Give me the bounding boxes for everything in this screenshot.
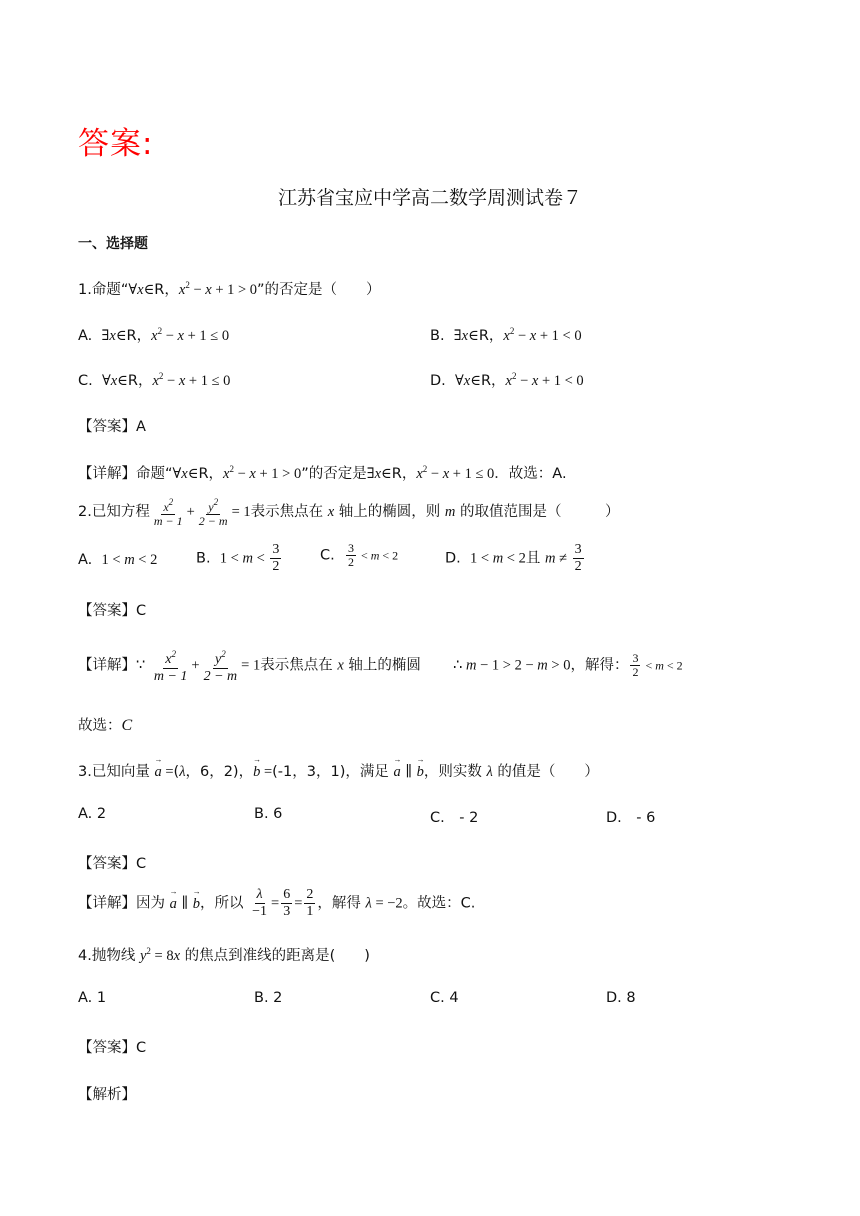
q4-option-b: B. 2 (254, 990, 283, 1006)
q3-option-d: D. - 6 (606, 810, 656, 826)
q2-detail: 【详解】∵ $\frac{x^2}{m - 1}$ + $\frac{y^2}{2 - m}$ = 1表示焦点在 x 轴上的椭圆 ∴ m − 1 > 2 − m > 0，解得： $\frac{3}{2}$ < m < 2 (78, 646, 683, 685)
q4-option-c: C. 4 (430, 990, 459, 1006)
q2-stem: 2.已知方程 $\frac{x^2}{m - 1}$ + $\frac{y^2}{2 - m}$ = 1表示焦点在 x 轴上的椭圆，则 m 的取值范围是（ ） (78, 497, 620, 528)
q1-detail: 【详解】命题“∀x∈R，$x^2 - x + 1 > 0$”的否定是∃x∈R，$x^2 - x + 1 \le 0$．故选：A. (78, 464, 567, 482)
q2-option-d: D. 1 < m < 2且 m ≠ $\frac{3}{2}$ (445, 542, 582, 574)
q3-answer: 【答案】C (78, 856, 147, 872)
q1-option-c: C. ∀x∈R，$x^2 - x + 1 \le 0$ (78, 371, 231, 389)
q4-stem: 4.抛物线 $y^2 = 8x$ 的焦点到准线的距离是( ) (78, 946, 370, 964)
q3-option-c: C. - 2 (430, 810, 479, 826)
q4-option-a: A. 1 (78, 990, 107, 1006)
q3-option-b: B. 6 (254, 806, 283, 822)
q2-option-b: B. 1 < m < $\frac{3}{2}$ (196, 542, 280, 574)
q1-option-d: D. ∀x∈R，$x^2 - x + 1 < 0$ (430, 371, 584, 389)
section-heading: 一、选择题 (78, 236, 148, 252)
q2-answer: 【答案】C (78, 603, 147, 619)
q4-answer: 【答案】C (78, 1040, 147, 1056)
q1-answer: 【答案】A (78, 419, 146, 435)
q4-analysis-heading: 【解析】 (78, 1087, 136, 1103)
q3-option-a: A. 2 (78, 806, 107, 822)
q1-option-a: A. ∃x∈R，$x^2 - x + 1 \le 0$ (78, 326, 230, 344)
q2-conclusion: 故选：C (78, 717, 133, 734)
q2-option-c: C. $\frac{3}{2}$ < m < 2 (320, 541, 399, 569)
q1-option-b: B. ∃x∈R，$x^2 - x + 1 < 0$ (430, 326, 582, 344)
q3-stem: 3.已知向量 → a =(λ，6，2)，→ b =(-1，3，1)，满足 → a ∥ → b，则实数 λ 的值是（ ） (78, 760, 599, 781)
page-title: 江苏省宝应中学高二数学周测试卷７ (277, 187, 582, 209)
q2-option-a: A. 1 < m < 2 (78, 552, 158, 568)
q1-stem: 1.命题“∀x∈R，$x^2 - x + 1 > 0$”的否定是（ ） (78, 280, 381, 298)
answer-banner: 答案: (78, 126, 154, 162)
q4-option-d: D. 8 (606, 990, 636, 1006)
q3-detail: 【详解】因为 → a ∥ → b，所以 $\frac{\lambda}{-1}$ = $\frac{6}{3}$ = $\frac{2}{1}$ ，解得 λ = −2。故选：C. (78, 887, 475, 920)
